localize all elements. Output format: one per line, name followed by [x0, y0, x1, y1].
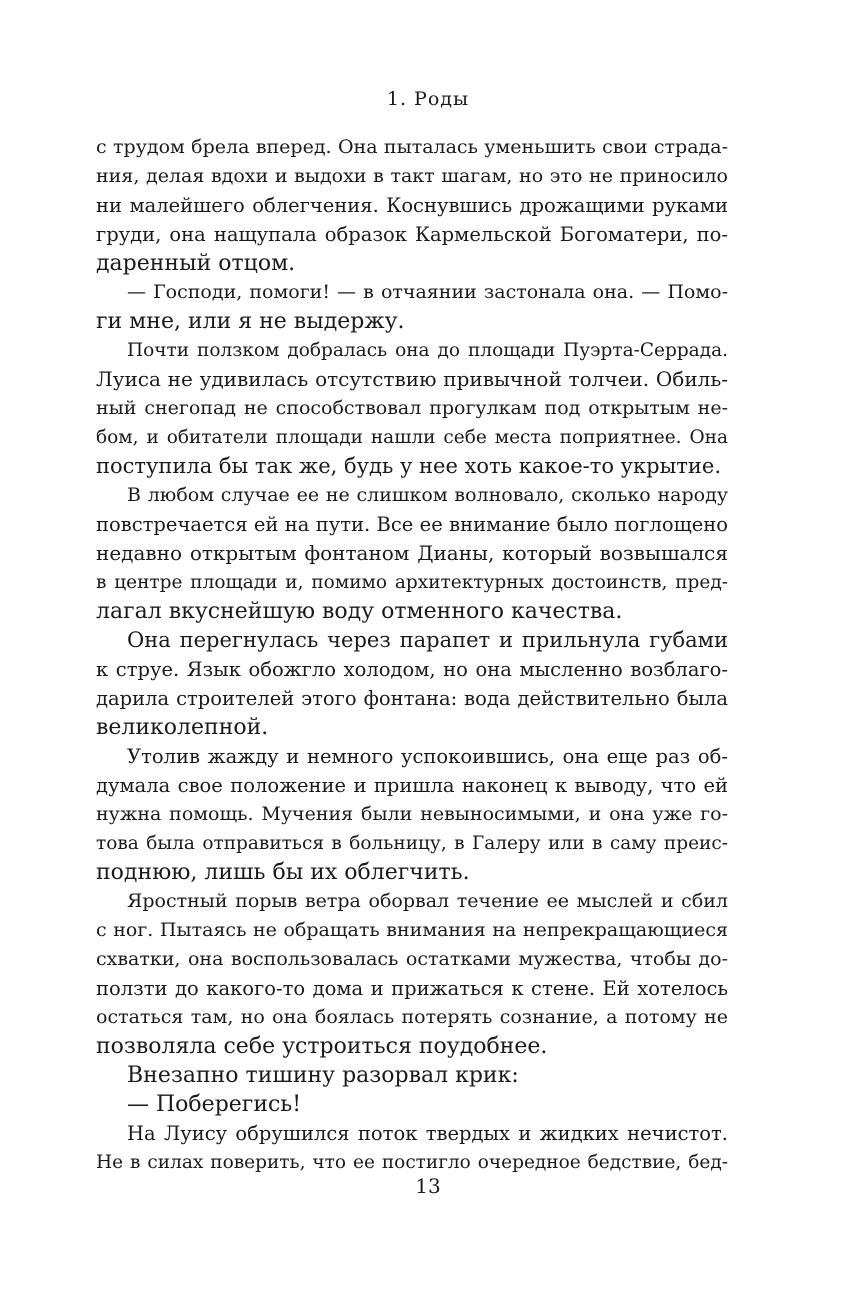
text-line: ползти до какого-то дома и прижаться к стене. Ей хотелось — [96, 977, 728, 1000]
paragraph — [96, 1061, 728, 1090]
text-line: думала свое положение и пришла наконец к выводу, что ей — [96, 774, 728, 797]
text-line: груди, она нащупала образок Кармельской Богоматери, по- — [96, 223, 728, 246]
text-line: На Луису обрушился поток твердых и жидких нечистот. — [127, 1122, 728, 1145]
text-line: с ног. Пытаясь не обращать внимания на непрекращающиеся — [96, 919, 728, 941]
paragraph — [96, 278, 728, 336]
text-line: бом, и обитатели площади нашли себе места поприятнее. Она — [96, 427, 728, 448]
text-line: — Поберегись! — [127, 1092, 302, 1117]
running-head: 1. Роды — [386, 88, 470, 110]
text-line: схватки, она воспользовалась остатками мужества, чтобы до- — [96, 948, 728, 970]
text-line: поднюю, лишь бы их облегчить. — [96, 860, 470, 885]
paragraph — [96, 887, 728, 1061]
text-line: Внезапно тишину разорвал крик: — [127, 1063, 519, 1088]
text-line: позволяла себе устроиться поудобнее. — [96, 1034, 548, 1059]
paragraph — [96, 742, 728, 887]
text-line: В любом случае ее не слишком волновало, сколько народу — [127, 484, 728, 506]
text-line: остаться там, но она боялась потерять сознание, а потому не — [96, 1006, 728, 1028]
text-line: недавно открытым фонтаном Дианы, который возвышался — [96, 541, 728, 565]
paragraph — [96, 336, 728, 481]
paragraph — [96, 481, 728, 626]
text-line: лагал вкуснейшую воду отменного качества. — [96, 599, 623, 624]
text-line: Утолив жажду и немного успокоившись, она еще раз об- — [127, 745, 728, 768]
text-line: Почти ползком добралась она до площади Пуэрта-Серрада. — [127, 340, 728, 361]
paragraph — [96, 626, 728, 742]
text-line: Луиса не удивилась отсутствию привычной толчеи. Обиль- — [96, 367, 728, 391]
text-line: с трудом брела вперед. Она пыталась уменьшить свои страда- — [96, 136, 728, 158]
text-line: дарила строителей этого фонтана: вода действительно была — [96, 687, 728, 710]
paragraph — [96, 1119, 728, 1177]
text-line: Не в силах поверить, что ее постигло очередное бедствие, бед- — [96, 1152, 728, 1173]
text-line: ния, делая вдохи и выдохи в такт шагам, но это не приносило — [96, 165, 728, 187]
page-number: 13 — [415, 1174, 441, 1198]
text-line: к струе. Язык обожгло холодом, но она мысленно возблаго- — [96, 658, 728, 681]
text-line: Яростный порыв ветра оборвал течение ее мыслей и сбил — [127, 890, 728, 912]
paragraph — [96, 1090, 728, 1119]
text-line: в центре площади и, помимо архитектурных достоинств, пред- — [96, 572, 728, 593]
text-line: нужна помощь. Мучения были невыносимыми, и она уже го- — [96, 803, 728, 825]
text-line: това была отправиться в больницу, в Галеру или в саму преис- — [96, 833, 728, 854]
body-text — [96, 133, 728, 1177]
text-line: ги мне, или я не выдержу. — [96, 309, 405, 334]
text-line: повстречается ей на пути. Все ее внимание было поглощено — [96, 513, 728, 536]
text-line: — Господи, помоги! — в отчаянии застонала она. — Помо- — [127, 281, 728, 303]
text-line: ный снегопад не способствовал прогулкам под открытым не- — [96, 397, 728, 419]
text-line: поступила бы так же, будь у нее хоть какое-то укрытие. — [96, 454, 722, 478]
text-line: ни малейшего облегчения. Коснувшись дрожащими руками — [96, 194, 728, 217]
paragraph — [96, 133, 728, 278]
text-line: Она перегнулась через парапет и прильнула губами — [127, 628, 728, 652]
text-line: даренный отцом. — [96, 251, 296, 276]
text-line: великолепной. — [96, 715, 269, 740]
